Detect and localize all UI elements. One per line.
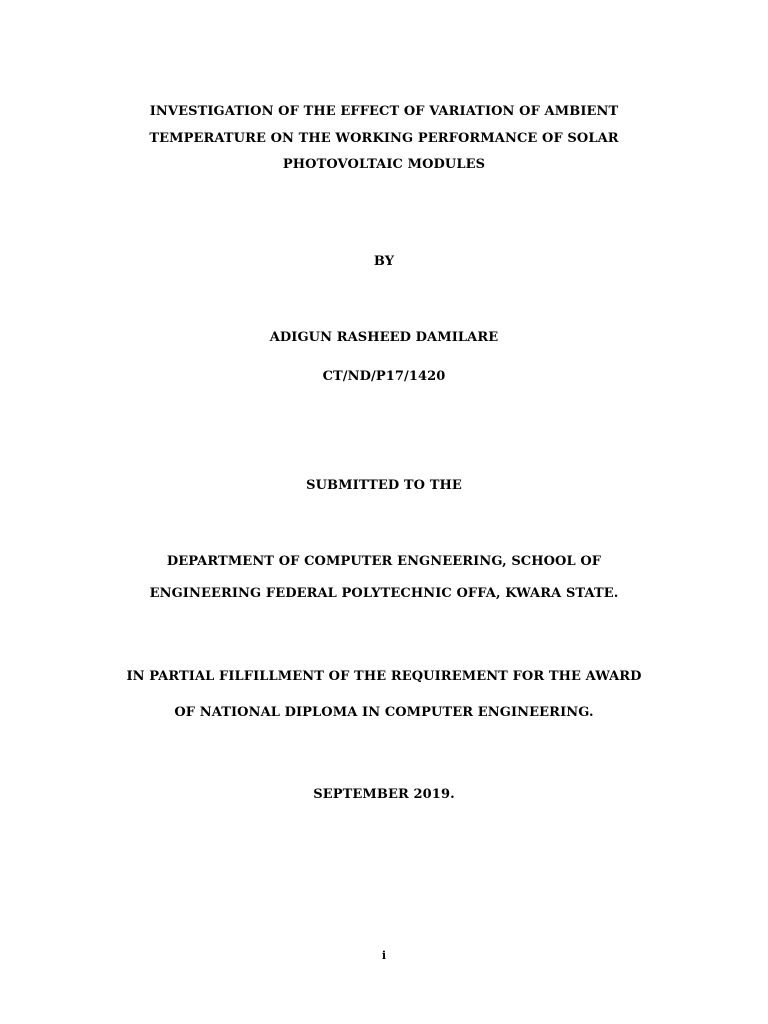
department-line-1: DEPARTMENT OF COMPUTER ENGNEERING, SCHOOL OF bbox=[166, 554, 602, 569]
title-line-3: PHOTOVOLTAIC MODULES bbox=[282, 157, 486, 172]
page-number: i bbox=[381, 949, 387, 962]
fulfillment-line-1: IN PARTIAL FILFILLMENT OF THE REQUIREMENT FOR THE AWARD bbox=[126, 669, 642, 684]
title-line-2: TEMPERATURE ON THE WORKING PERFORMANCE OF SOLAR bbox=[149, 131, 619, 146]
by-label: BY bbox=[373, 254, 395, 269]
matric-number: CT/ND/P17/1420 bbox=[322, 369, 446, 384]
author-name: ADIGUN RASHEED DAMILARE bbox=[269, 330, 499, 345]
title-line-1: INVESTIGATION OF THE EFFECT OF VARIATION OF AMBIENT bbox=[149, 104, 619, 119]
fulfillment-line-2: OF NATIONAL DIPLOMA IN COMPUTER ENGINEERING. bbox=[174, 705, 594, 720]
submission-date: SEPTEMBER 2019. bbox=[313, 787, 455, 802]
submitted-to-label: SUBMITTED TO THE bbox=[306, 478, 462, 493]
department-line-2: ENGINEERING FEDERAL POLYTECHNIC OFFA, KWARA STATE. bbox=[149, 586, 619, 601]
